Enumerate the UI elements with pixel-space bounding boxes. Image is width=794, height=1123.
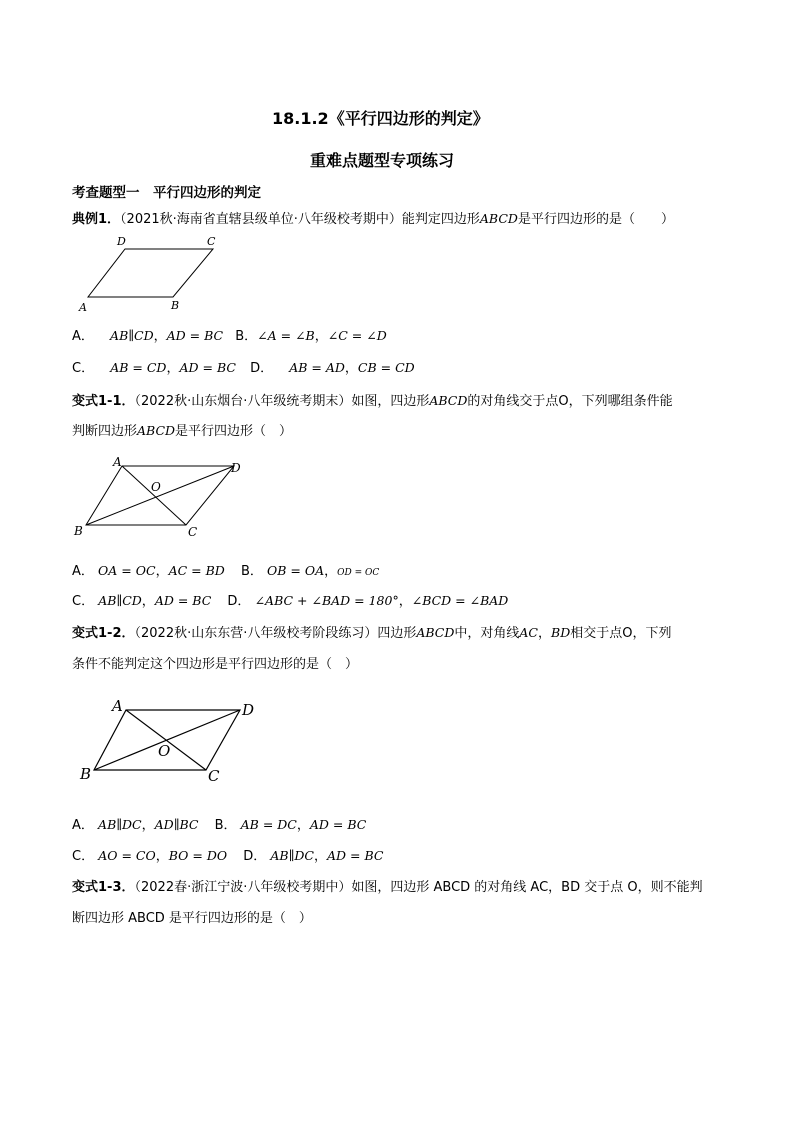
vertex-label-b: B: [80, 765, 92, 783]
option-b-cond-2: ∠C = ∠D: [327, 328, 387, 343]
option-a-cond-2: AC = BD: [168, 563, 225, 578]
variant-1-1-stem: [72, 390, 673, 409]
option-c-cond-1: AO = CO: [98, 848, 156, 863]
variant-1-2-options-cd: [72, 845, 383, 864]
center-label-o: O: [158, 742, 171, 760]
variant-1-3-stem-line-2: 断四边形 ABCD 是平行四边形的是（ ）: [72, 911, 312, 926]
option-d-sep: ，: [313, 849, 327, 864]
center-label-o: O: [151, 480, 161, 494]
option-b-cond-1: OB = OA: [267, 563, 325, 578]
section-heading: 考查题型一 平行四边形的判定: [72, 185, 261, 201]
option-d-letter: D．: [250, 361, 274, 376]
vertex-label-a: A: [112, 697, 123, 715]
option-a-letter: A．: [72, 329, 94, 344]
option-b-cond-1: AB = DC: [240, 817, 297, 832]
option-b-cond-2: OD = OC: [337, 568, 380, 578]
page-subtitle: 重难点题型专项练习: [310, 151, 455, 170]
variant-1-1-stem-text-4: 是平行四边形（ ）: [175, 424, 293, 439]
example-1-stem: [72, 208, 674, 227]
variant-1-1-options-cd: [72, 590, 508, 609]
figure-parallelogram-1: [74, 232, 234, 314]
option-c-sep: ，: [141, 594, 155, 609]
variant-1-1-stem-line-2: [72, 420, 292, 439]
variant-1-2-stem-text-3: 相交于点O，下列: [570, 626, 672, 641]
variant-1-2-stem-text-2: 中，对角线: [454, 626, 520, 641]
vertex-label-a: A: [79, 301, 87, 314]
figure-parallelogram-3: [74, 692, 264, 787]
option-a-sep: ，: [153, 329, 167, 344]
option-d-cond-1: AB = AD: [289, 360, 345, 375]
option-b-sep: ，: [296, 818, 310, 833]
variant-1-2-abcd: ABCD: [416, 625, 455, 640]
option-d-sep: ，: [398, 594, 412, 609]
example-1-options-cd: [72, 357, 415, 376]
vertex-label-d: D: [117, 235, 126, 248]
option-c-sep: ，: [155, 849, 169, 864]
vertex-label-b: B: [171, 299, 180, 312]
option-b-sep: ，: [324, 564, 338, 579]
variant-1-2-options-ab: [72, 814, 366, 833]
option-b-letter: B．: [214, 818, 237, 833]
option-a-sep: ，: [155, 564, 169, 579]
option-a-letter: A．: [72, 818, 94, 833]
option-c-cond-1: AB∥CD: [98, 593, 142, 608]
option-a-cond-2: AD = BC: [166, 328, 224, 343]
option-b-sep: ，: [314, 329, 328, 344]
option-c-letter: C．: [72, 849, 95, 864]
option-a-cond-1: OA = OC: [98, 563, 156, 578]
variant-1-2-label: 变式1-2．: [72, 626, 135, 641]
option-d-sep: ，: [344, 361, 358, 376]
option-c-cond-2: BO = DO: [168, 848, 228, 863]
vertex-label-c: C: [188, 525, 198, 539]
example-1-abcd: ABCD: [479, 211, 518, 226]
example-1-label: 典例1．: [72, 212, 121, 227]
diagonal-bd: [94, 710, 240, 770]
example-1-stem-text-2: 是平行四边形的是（ ）: [517, 212, 674, 227]
option-b-cond-1: ∠A = ∠B: [257, 328, 315, 343]
variant-1-1-options-ab: [72, 560, 379, 579]
figure-parallelogram-2: [66, 452, 256, 542]
variant-1-1-abcd-2: ABCD: [137, 423, 176, 438]
variant-1-2-bd: BD: [551, 625, 571, 640]
option-c-letter: C．: [72, 594, 95, 609]
diagonal-ac: [122, 466, 186, 525]
variant-1-3-stem-text: （2022春·浙江宁波·八年级校考期中）如图，四边形 ABCD 的对角线 AC，BD 交于点 O，则不能判: [134, 880, 703, 895]
vertex-label-d: D: [242, 701, 255, 719]
option-b-cond-2: AD = BC: [309, 817, 367, 832]
parallelogram-shape: [88, 249, 213, 297]
vertex-label-c: C: [208, 767, 220, 785]
option-c-sep: ，: [166, 361, 180, 376]
variant-1-1-label: 变式1-1．: [72, 394, 135, 409]
example-1-options-ab: [72, 325, 387, 344]
option-a-letter: A．: [72, 564, 94, 579]
option-b-letter: B．: [240, 564, 263, 579]
option-c-cond-1: AB = CD: [110, 360, 167, 375]
option-d-cond-2: AD = BC: [327, 848, 384, 863]
variant-1-1-stem-text-2: 的对角线交于点O，下列哪组条件能: [467, 394, 673, 409]
diagonal-bd: [86, 466, 234, 525]
variant-1-2-stem: [72, 622, 671, 641]
option-c-cond-2: AD = BC: [179, 360, 236, 375]
page-title: 18.1.2《平行四边形的判定》: [272, 109, 489, 128]
vertex-label-d: D: [231, 461, 241, 475]
variant-1-2-stem-line-2: 条件不能判定这个四边形是平行四边形的是（ ）: [72, 657, 359, 672]
option-a-cond-1: AB∥DC: [98, 817, 142, 832]
option-d-letter: D．: [227, 594, 251, 609]
option-d-cond-1: ∠ABC + ∠BAD = 180°: [254, 593, 399, 608]
variant-1-2-stem-text: （2022秋·山东东营·八年级校考阶段练习）四边形: [134, 626, 417, 641]
option-c-cond-2: AD = BC: [154, 593, 212, 608]
option-d-cond-1: AB∥DC: [270, 848, 314, 863]
option-b-letter: B．: [235, 329, 258, 344]
variant-1-3-label: 变式1-3．: [72, 880, 135, 895]
vertex-label-b: B: [74, 524, 83, 538]
option-d-cond-2: ∠BCD = ∠BAD: [411, 593, 509, 608]
option-a-cond-2: AD∥BC: [154, 817, 199, 832]
variant-1-3-stem: [72, 876, 703, 895]
variant-1-1-stem-text-3: 判断四边形: [72, 424, 138, 439]
variant-1-1-stem-text: （2022秋·山东烟台·八年级统考期末）如图，四边形: [134, 394, 430, 409]
option-d-cond-2: CB = CD: [357, 360, 415, 375]
variant-1-2-ac: AC: [519, 625, 538, 640]
vertex-label-a: A: [113, 455, 122, 469]
option-a-sep: ，: [141, 818, 155, 833]
variant-1-1-abcd: ABCD: [429, 393, 468, 408]
option-a-cond-1: AB∥CD: [110, 328, 154, 343]
option-c-letter: C．: [72, 361, 95, 376]
example-1-stem-text: （2021秋·海南省直辖县级单位·八年级校考期中）能判定四边形: [120, 212, 480, 227]
variant-1-2-stem-sep: ，: [538, 626, 552, 641]
vertex-label-c: C: [207, 235, 216, 248]
option-d-letter: D．: [243, 849, 267, 864]
